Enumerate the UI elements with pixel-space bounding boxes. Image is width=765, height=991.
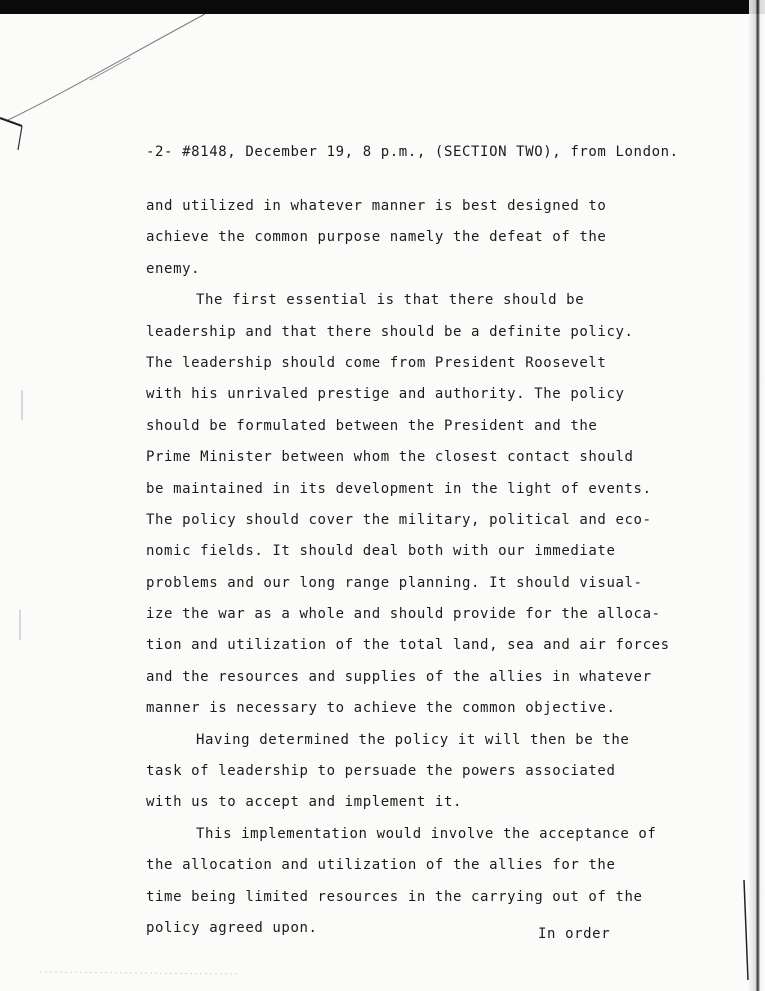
text-line: should be formulated between the President and the xyxy=(146,417,598,434)
text-line: The policy should cover the military, political and eco- xyxy=(146,511,652,528)
text-line: Having determined the policy it will then be the xyxy=(196,731,630,748)
text-line: leadership and that there should be a definite policy. xyxy=(146,323,634,340)
body-text xyxy=(146,191,706,944)
text-line: manner is necessary to achieve the common objective. xyxy=(146,700,616,717)
text-line: achieve the common purpose namely the defeat of the xyxy=(146,229,607,246)
text-line: the allocation and utilization of the allies for the xyxy=(146,857,616,874)
scan-right-edge xyxy=(749,0,765,991)
text-line: and the resources and supplies of the allies in whatever xyxy=(146,668,652,685)
text-line: time being limited resources in the carrying out of the xyxy=(146,888,643,905)
text-line: tion and utilization of the total land, sea and air forces xyxy=(146,637,670,654)
text-line: problems and our long range planning. It should visual- xyxy=(146,574,643,591)
text-line: This implementation would involve the acceptance of xyxy=(196,825,657,842)
text-line: with us to accept and implement it. xyxy=(146,794,463,811)
text-line: The leadership should come from President Roosevelt xyxy=(146,354,607,371)
text-line: policy agreed upon. xyxy=(146,919,318,936)
page-header: -2- #8148, December 19, 8 p.m., (SECTION TWO), from London. xyxy=(146,144,679,160)
scan-top-edge xyxy=(0,0,765,14)
text-line: be maintained in its development in the light of events. xyxy=(146,480,652,497)
text-line: enemy. xyxy=(146,260,201,277)
text-line: with his unrivaled prestige and authority. The policy xyxy=(146,386,625,403)
text-line: The first essential is that there should be xyxy=(196,292,585,309)
text-line: Prime Minister between whom the closest contact should xyxy=(146,449,634,466)
continuation-text: In order xyxy=(538,926,611,942)
text-line: task of leadership to persuade the powers associated xyxy=(146,763,616,780)
text-line: ize the war as a whole and should provide for the alloca- xyxy=(146,606,661,623)
text-line: and utilized in whatever manner is best designed to xyxy=(146,198,607,214)
text-line: nomic fields. It should deal both with our immediate xyxy=(146,543,616,560)
